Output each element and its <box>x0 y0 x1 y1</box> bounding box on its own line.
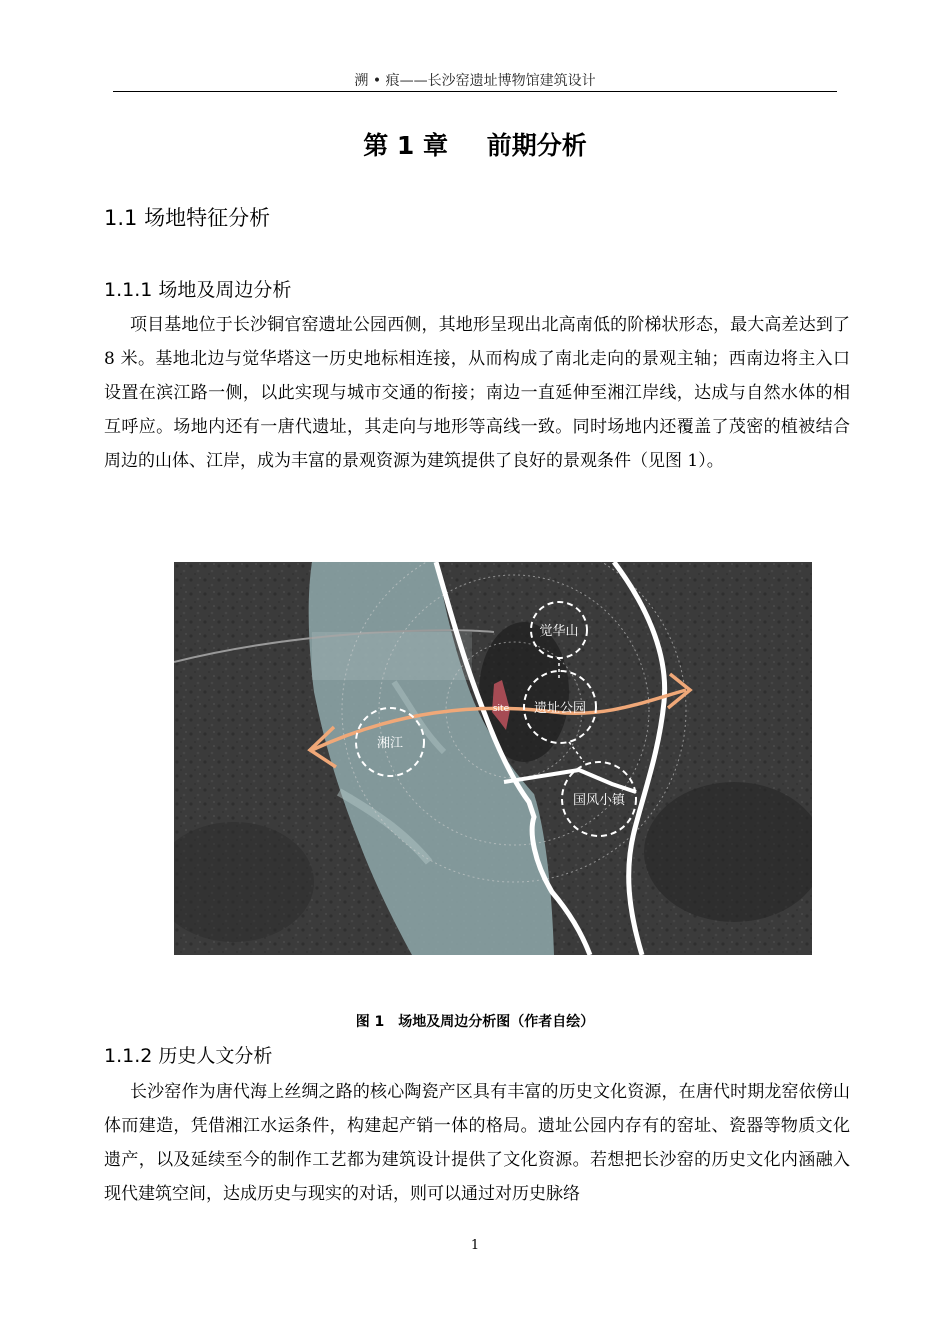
site-label: site <box>492 704 510 714</box>
jueh-shan-label: 觉华山 <box>539 624 579 639</box>
subsection-heading: 1.1.2 历史人文分析 <box>104 1045 273 1067</box>
site-analysis-figure <box>174 562 812 955</box>
figure-caption: 图 1 场地及周边分析图（作者自绘） <box>355 1014 595 1030</box>
page-number: 1 <box>470 1238 480 1253</box>
body-paragraph: 长沙窑作为唐代海上丝绸之路的核心陶瓷产区具有丰富的历史文化资源，在唐代时期龙窑依傍山体而建造，凭借湘江水运条件，构建起产销一体的格局。遗址公园内存有的窑址、瓷器等物质文化遗产，以及延续至今的制作工艺都为建筑设计提供了文化资源。若想把长沙窑的历史文化内涵融入现代建筑空间，达成历史与现实的对话，则可以通过对历史脉络 <box>104 1082 850 1204</box>
town-label: 国风小镇 <box>572 793 626 808</box>
chapter-title: 前期分析 <box>486 131 587 160</box>
park-label: 遗址公园 <box>533 701 587 716</box>
chapter-number: 第 1 章 <box>363 131 449 160</box>
chapter-heading <box>0 126 950 162</box>
section-heading: 1.1 场地特征分析 <box>104 206 271 230</box>
subsection-heading: 1.1.1 场地及周边分析 <box>104 279 292 301</box>
body-paragraph: 项目基地位于长沙铜官窑遗址公园西侧，其地形呈现出北高南低的阶梯状形态，最大高差达到了 8 米。基地北边与觉华塔这一历史地标相连接，从而构成了南北走向的景观主轴；西南边将主入口设置在滨江路一侧，以此实现与城市交通的衔接；南边一直延伸至湘江岸线，达成与自然水体的相互呼应。场地内还有一唐代遗址，其走向与地形等高线一致。同时场地内还覆盖了茂密的植被结合周边的山体、江岸，成为丰富的景观资源为建筑提供了良好的景观条件（见图 1）。 <box>104 315 850 471</box>
header-rule <box>113 91 837 92</box>
running-head: 溯 • 痕——长沙窑遗址博物馆建筑设计 <box>354 73 596 89</box>
river-label: 湘江 <box>376 736 404 751</box>
